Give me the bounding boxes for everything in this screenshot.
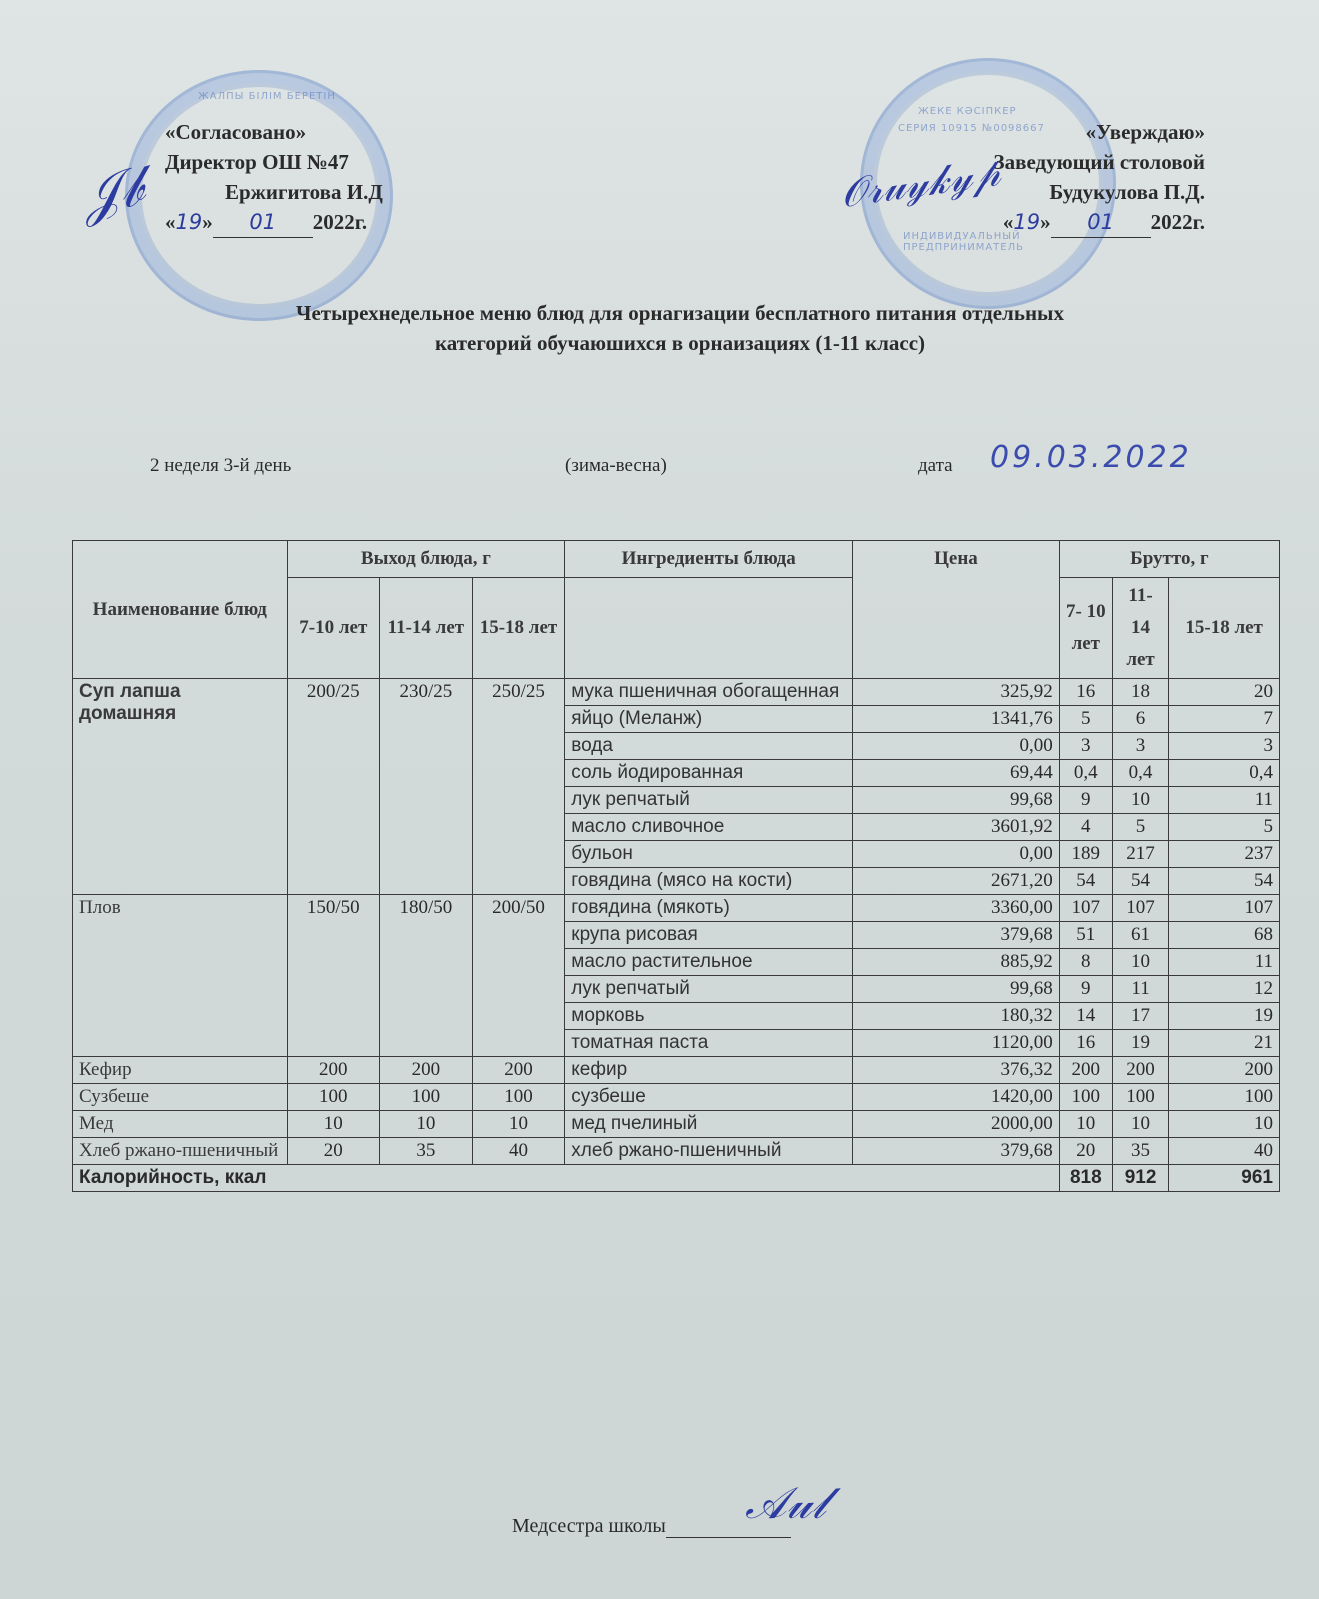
calorie-label: Калорийность, ккал	[73, 1165, 1060, 1192]
stamp-text: ЖЕКЕ КӘСІПКЕР	[918, 106, 1017, 117]
ingredient-gross: 100	[1059, 1084, 1112, 1111]
ingredient-gross: 200	[1059, 1057, 1112, 1084]
table-row	[73, 1138, 1280, 1165]
approval-date: «19» 01 2022г.	[165, 207, 383, 238]
approval-block-left	[165, 117, 383, 238]
ingredient-price: 2000,00	[853, 1111, 1060, 1138]
dish-output: 150/50	[287, 895, 380, 1057]
ingredient-gross: 217	[1112, 841, 1168, 868]
table-row	[73, 1057, 1280, 1084]
header-output-age: 15-18 лет	[472, 578, 565, 679]
calorie-total-row	[73, 1165, 1280, 1192]
table-row	[73, 895, 1280, 922]
header-output-age: 11-14 лет	[380, 578, 473, 679]
table-row	[73, 1084, 1280, 1111]
ingredient-name: яйцо (Меланж)	[565, 706, 853, 733]
ingredient-name: масло сливочное	[565, 814, 853, 841]
ingredient-gross: 9	[1059, 787, 1112, 814]
ingredient-gross: 54	[1059, 868, 1112, 895]
ingredient-price: 0,00	[853, 733, 1060, 760]
dish-output: 10	[287, 1111, 380, 1138]
dish-output: 20	[287, 1138, 380, 1165]
ingredient-gross: 54	[1112, 868, 1168, 895]
ingredient-gross: 54	[1169, 868, 1280, 895]
ingredient-gross: 4	[1059, 814, 1112, 841]
ingredient-name: говядина (мясо на кости)	[565, 868, 853, 895]
dish-output: 100	[472, 1084, 565, 1111]
approval-month: 01	[1087, 210, 1114, 234]
ingredient-price: 325,92	[853, 679, 1060, 706]
date-label: дата	[918, 455, 953, 476]
ingredient-gross: 16	[1059, 1030, 1112, 1057]
approval-month: 01	[249, 210, 277, 234]
dish-output: 200	[287, 1057, 380, 1084]
ingredient-gross: 3	[1059, 733, 1112, 760]
ingredient-price: 1420,00	[853, 1084, 1060, 1111]
ingredient-gross: 51	[1059, 922, 1112, 949]
ingredient-price: 379,68	[853, 922, 1060, 949]
calorie-value: 818	[1059, 1165, 1112, 1192]
ingredient-gross: 107	[1059, 895, 1112, 922]
ingredient-gross: 11	[1169, 949, 1280, 976]
dish-output: 35	[380, 1138, 473, 1165]
dish-output: 200/50	[472, 895, 565, 1057]
approval-day: 19	[175, 210, 203, 234]
table-row	[73, 1111, 1280, 1138]
ingredient-name: морковь	[565, 1003, 853, 1030]
dish-output: 10	[380, 1111, 473, 1138]
approval-name: Ержигитова И.Д	[225, 180, 383, 204]
ingredient-gross: 9	[1059, 976, 1112, 1003]
ingredient-name: мука пшеничная обогащенная	[565, 679, 853, 706]
ingredient-name: лук репчатый	[565, 976, 853, 1003]
calorie-value: 961	[1169, 1165, 1280, 1192]
ingredient-gross: 100	[1169, 1084, 1280, 1111]
ingredient-name: соль йодированная	[565, 760, 853, 787]
ingredient-gross: 16	[1059, 679, 1112, 706]
dish-name: Хлеб ржано-пшеничный	[73, 1138, 288, 1165]
week-day-label: 2 неделя 3-й день	[150, 455, 292, 476]
menu-table-body	[73, 679, 1280, 1165]
dish-name: Кефир	[73, 1057, 288, 1084]
ingredient-gross: 107	[1112, 895, 1168, 922]
approval-heading: «Уверждаю»	[1085, 120, 1205, 144]
ingredient-gross: 3	[1112, 733, 1168, 760]
ingredient-gross: 10	[1059, 1111, 1112, 1138]
approval-position: Директор ОШ №47	[165, 150, 349, 174]
stamp-text: ИНДИВИДУАЛЬНЫЙ ПРЕДПРИНИМАТЕЛЬ	[903, 231, 1024, 253]
header-price: Цена	[853, 541, 1060, 679]
dish-output: 200/25	[287, 679, 380, 895]
header-output: Выход блюда, г	[287, 541, 565, 578]
title-line-2: категорий обучаюшихся в орнаизациях (1-11 класс)	[434, 331, 926, 355]
ingredient-gross: 10	[1169, 1111, 1280, 1138]
menu-table	[72, 540, 1280, 1192]
dish-name: Плов	[73, 895, 288, 1057]
ingredient-gross: 5	[1112, 814, 1168, 841]
ingredient-gross: 6	[1112, 706, 1168, 733]
dish-output: 250/25	[472, 679, 565, 895]
header-ingredients: Ингредиенты блюда	[565, 541, 853, 578]
ingredient-gross: 5	[1169, 814, 1280, 841]
stamp-text: СЕРИЯ 10915 №0098667	[898, 123, 1045, 134]
ingredient-price: 3601,92	[853, 814, 1060, 841]
header-output-age: 7-10 лет	[287, 578, 380, 679]
ingredient-gross: 19	[1112, 1030, 1168, 1057]
ingredient-name: масло растительное	[565, 949, 853, 976]
dish-name: Сузбеше	[73, 1084, 288, 1111]
ingredient-gross: 0,4	[1059, 760, 1112, 787]
ingredient-gross: 7	[1169, 706, 1280, 733]
ingredient-name: лук репчатый	[565, 787, 853, 814]
ingredient-name: кефир	[565, 1057, 853, 1084]
ingredient-gross: 0,4	[1169, 760, 1280, 787]
ingredient-gross: 10	[1112, 949, 1168, 976]
ingredient-price: 2671,20	[853, 868, 1060, 895]
approval-year: 2022г.	[1150, 210, 1205, 234]
title-line-1: Четырехнедельное меню блюд для орнагизации бесплатного питания отдельных	[296, 301, 1064, 325]
ingredient-gross: 14	[1059, 1003, 1112, 1030]
ingredient-gross: 40	[1169, 1138, 1280, 1165]
ingredient-gross: 11	[1112, 976, 1168, 1003]
ingredient-gross: 10	[1112, 787, 1168, 814]
ingredient-gross: 200	[1112, 1057, 1168, 1084]
stamp-text: ЖАЛПЫ БІЛІМ БЕРЕТІН	[198, 91, 336, 102]
approval-heading: «Согласовано»	[165, 120, 307, 144]
dish-output: 10	[472, 1111, 565, 1138]
dish-name: Мед	[73, 1111, 288, 1138]
ingredient-name: бульон	[565, 841, 853, 868]
ingredient-price: 1120,00	[853, 1030, 1060, 1057]
ingredient-gross: 18	[1112, 679, 1168, 706]
header-gross-age: 7- 10 лет	[1059, 578, 1112, 679]
dish-output: 230/25	[380, 679, 473, 895]
date-value: 09.03.2022	[990, 440, 1192, 475]
ingredient-gross: 0,4	[1112, 760, 1168, 787]
ingredient-gross: 20	[1169, 679, 1280, 706]
calorie-value: 912	[1112, 1165, 1168, 1192]
ingredient-gross: 5	[1059, 706, 1112, 733]
header-gross-age: 11- 14 лет	[1112, 578, 1168, 679]
ingredient-price: 1341,76	[853, 706, 1060, 733]
approval-day: 19	[1013, 210, 1041, 234]
ingredient-gross: 12	[1169, 976, 1280, 1003]
ingredient-gross: 61	[1112, 922, 1168, 949]
ingredient-name: говядина (мякоть)	[565, 895, 853, 922]
dish-output: 200	[472, 1057, 565, 1084]
ingredient-gross: 3	[1169, 733, 1280, 760]
ingredient-gross: 107	[1169, 895, 1280, 922]
header-gross-age: 15-18 лет	[1169, 578, 1280, 679]
ingredient-price: 376,32	[853, 1057, 1060, 1084]
header-ingredients-blank	[565, 578, 853, 679]
ingredient-gross: 11	[1169, 787, 1280, 814]
dish-name: Суп лапша домашняя	[73, 679, 288, 895]
ingredient-price: 3360,00	[853, 895, 1060, 922]
dish-output: 200	[380, 1057, 473, 1084]
ingredient-gross: 8	[1059, 949, 1112, 976]
ingredient-gross: 17	[1112, 1003, 1168, 1030]
ingredient-gross: 237	[1169, 841, 1280, 868]
ingredient-name: крупа рисовая	[565, 922, 853, 949]
season-label: (зима-весна)	[565, 455, 667, 476]
ingredient-gross: 100	[1112, 1084, 1168, 1111]
ingredient-name: хлеб ржано-пшеничный	[565, 1138, 853, 1165]
ingredient-price: 99,68	[853, 787, 1060, 814]
signature-canteen-head: 𝒪𝓇𝓊𝓎𝓀𝓎𝓅	[837, 149, 1004, 217]
ingredient-gross: 35	[1112, 1138, 1168, 1165]
table-row	[73, 679, 1280, 706]
ingredient-price: 180,32	[853, 1003, 1060, 1030]
ingredient-price: 69,44	[853, 760, 1060, 787]
approval-year: 2022г.	[312, 210, 368, 234]
ingredient-price: 379,68	[853, 1138, 1060, 1165]
signature-nurse: 𝒜𝓊𝓁	[745, 1478, 827, 1529]
ingredient-price: 885,92	[853, 949, 1060, 976]
approval-date: «19» 01 2022г.	[905, 207, 1205, 238]
ingredient-gross: 20	[1059, 1138, 1112, 1165]
dish-output: 100	[380, 1084, 473, 1111]
ingredient-gross: 200	[1169, 1057, 1280, 1084]
ingredient-name: томатная паста	[565, 1030, 853, 1057]
nurse-label: Медсестра школы	[512, 1515, 666, 1537]
dish-output: 180/50	[380, 895, 473, 1057]
ingredient-gross: 19	[1169, 1003, 1280, 1030]
dish-output: 100	[287, 1084, 380, 1111]
signature-director: 𝒥𝒷	[76, 154, 149, 229]
ingredient-gross: 10	[1112, 1111, 1168, 1138]
ingredient-gross: 189	[1059, 841, 1112, 868]
ingredient-price: 99,68	[853, 976, 1060, 1003]
ingredient-price: 0,00	[853, 841, 1060, 868]
ingredient-name: мед пчелиный	[565, 1111, 853, 1138]
header-dish-name: Наименование блюд	[73, 541, 288, 679]
ingredient-gross: 21	[1169, 1030, 1280, 1057]
page-title	[120, 298, 1240, 358]
header-gross: Брутто, г	[1059, 541, 1279, 578]
approval-name: Будукулова П.Д.	[1049, 180, 1205, 204]
ingredient-gross: 68	[1169, 922, 1280, 949]
ingredient-name: сузбеше	[565, 1084, 853, 1111]
dish-output: 40	[472, 1138, 565, 1165]
approval-position: Заведующий столовой	[993, 150, 1205, 174]
ingredient-name: вода	[565, 733, 853, 760]
